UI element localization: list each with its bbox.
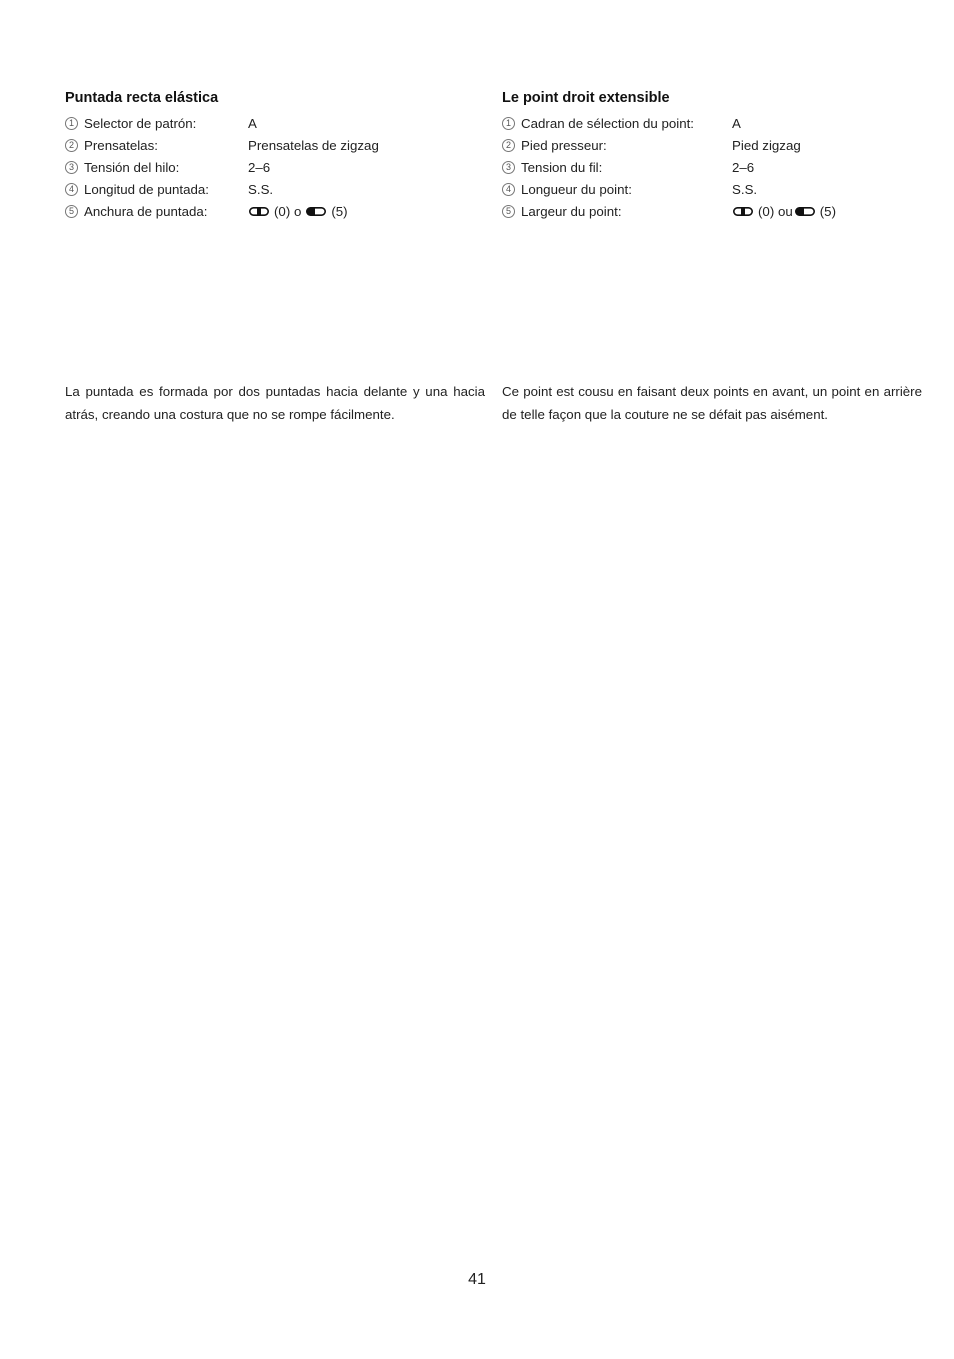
width-value-0: (0) ou — [758, 203, 793, 219]
french-title: Le point droit extensible — [502, 90, 670, 106]
setting-value: A — [732, 115, 741, 131]
circled-number: 3 — [65, 161, 78, 174]
setting-label: Prensatelas: — [84, 137, 158, 153]
setting-value-width — [732, 204, 836, 219]
spanish-row-presser-foot — [65, 134, 485, 156]
circled-number: 1 — [502, 117, 515, 130]
setting-label: Cadran de sélection du point: — [521, 115, 694, 131]
circled-number: 2 — [502, 139, 515, 152]
setting-value: S.S. — [248, 181, 274, 197]
setting-label: Anchura de puntada: — [84, 203, 208, 219]
setting-label: Tension du fil: — [521, 159, 603, 175]
stitch-width-center-icon — [249, 207, 269, 216]
width-value-0: (0) o — [274, 203, 302, 219]
spanish-row-stitch-width — [65, 200, 485, 222]
setting-label: Selector de patrón: — [84, 115, 197, 131]
circled-number: 5 — [502, 205, 515, 218]
spanish-row-thread-tension — [65, 156, 485, 178]
french-row-presser-foot — [502, 134, 922, 156]
circled-number: 4 — [502, 183, 515, 196]
circled-number: 4 — [65, 183, 78, 196]
stitch-width-center-icon — [733, 207, 753, 216]
width-value-5: (5) — [819, 203, 837, 219]
french-row-thread-tension — [502, 156, 922, 178]
setting-value: A — [248, 115, 257, 131]
spanish-settings — [65, 90, 485, 222]
setting-value: 2–6 — [732, 159, 755, 175]
setting-value: S.S. — [732, 181, 758, 197]
setting-value: 2–6 — [248, 159, 271, 175]
circled-number: 2 — [65, 139, 78, 152]
spanish-title: Puntada recta elástica — [65, 90, 219, 106]
french-settings — [502, 90, 922, 222]
setting-label: Longitud de puntada: — [84, 181, 209, 197]
spanish-row-pattern-selector — [65, 112, 485, 134]
setting-value-width — [248, 204, 348, 219]
circled-number: 1 — [65, 117, 78, 130]
french-row-pattern-selector — [502, 112, 922, 134]
circled-number: 3 — [502, 161, 515, 174]
width-value-5: (5) — [331, 203, 348, 219]
spanish-row-stitch-length — [65, 178, 485, 200]
setting-value: Prensatelas de zigzag — [248, 137, 379, 153]
page-number: 41 — [468, 1271, 486, 1288]
setting-label: Tensión del hilo: — [84, 159, 180, 175]
stitch-width-left-icon — [795, 207, 815, 216]
setting-value: Pied zigzag — [732, 137, 801, 153]
spanish-description: La puntada es formada por dos puntadas hacia delante y una hacia atrás, creando una costura que no se rompe fácilmente. — [65, 384, 485, 422]
french-description: Ce point est cousu en faisant deux points en avant, un point en arrière de telle façon que la couture ne se défait pas aisément. — [502, 384, 922, 422]
stitch-width-left-icon — [306, 207, 326, 216]
french-row-stitch-length — [502, 178, 922, 200]
french-row-stitch-width — [502, 200, 922, 222]
setting-label: Largeur du point: — [521, 203, 622, 219]
circled-number: 5 — [65, 205, 78, 218]
setting-label: Longueur du point: — [521, 181, 632, 197]
setting-label: Pied presseur: — [521, 137, 607, 153]
